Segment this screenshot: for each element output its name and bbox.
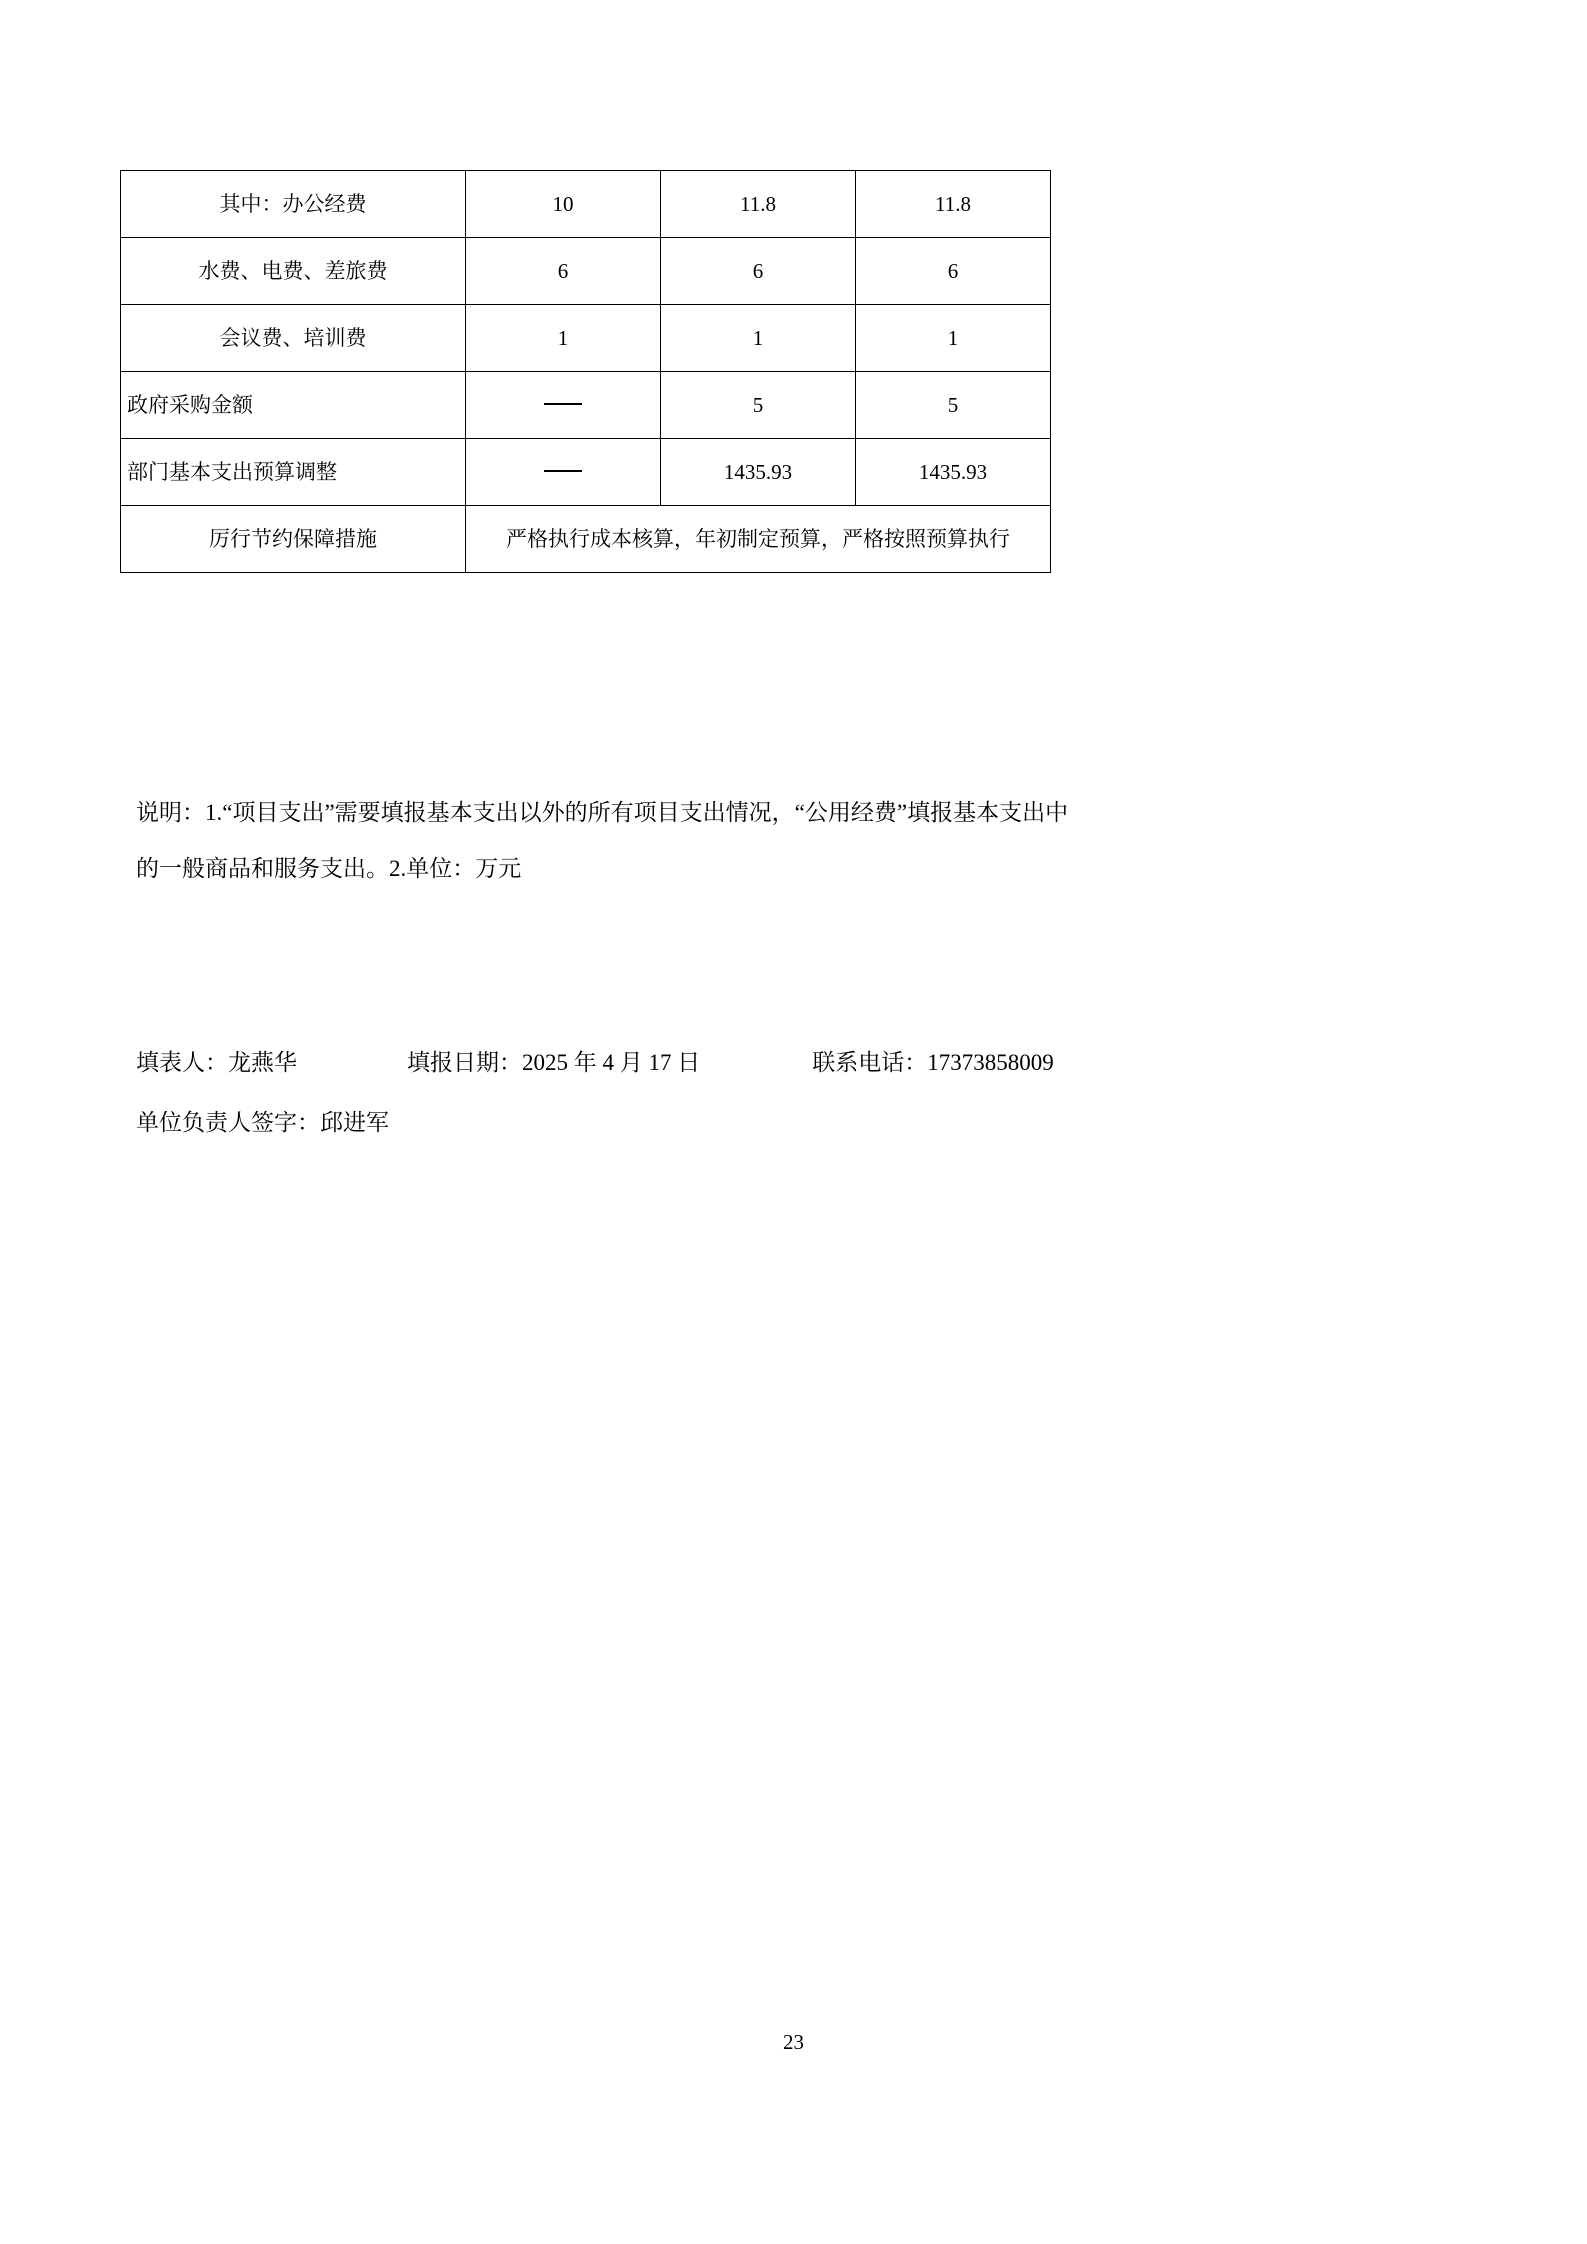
report-date-label: 填报日期：: [407, 1050, 522, 1075]
budget-table-container: [120, 170, 1010, 573]
report-date-value: 2025 年 4 月 17 日: [522, 1050, 701, 1075]
contact-phone-value: 17373858009: [927, 1050, 1054, 1075]
row-value-budget: 6: [466, 238, 661, 305]
budget-table-body: [121, 171, 1051, 573]
row-value-actual: 11.8: [856, 171, 1051, 238]
row-label: 厉行节约保障措施: [121, 506, 466, 573]
row-value-adjusted: 5: [661, 372, 856, 439]
table-row: [121, 439, 1051, 506]
contact-phone-field: [812, 1035, 1054, 1091]
row-value-budget: [466, 372, 661, 439]
row-label: 水费、电费、差旅费: [121, 238, 466, 305]
em-dash-placeholder: [544, 470, 582, 472]
row-value-adjusted: 6: [661, 238, 856, 305]
note-line-1: 说明：1.“项目支出”需要填报基本支出以外的所有项目支出情况，“公用经费”填报基本支出中: [136, 800, 1069, 825]
signature-row-leader: [136, 1095, 1476, 1151]
row-value-adjusted: 11.8: [661, 171, 856, 238]
row-value-measures: 严格执行成本核算，年初制定预算，严格按照预算执行: [466, 506, 1051, 573]
table-row: [121, 372, 1051, 439]
contact-phone-label: 联系电话：: [812, 1050, 928, 1075]
report-date-field: [407, 1035, 700, 1091]
row-label: 部门基本支出预算调整: [121, 439, 466, 506]
row-value-adjusted: 1435.93: [661, 439, 856, 506]
row-value-budget: [466, 439, 661, 506]
preparer-name: 龙燕华: [228, 1050, 297, 1075]
explanatory-note: [136, 785, 1456, 897]
preparer-field: [136, 1035, 297, 1091]
leader-signature-name: 邱进军: [320, 1110, 389, 1135]
row-value-actual: 5: [856, 372, 1051, 439]
row-value-actual: 1: [856, 305, 1051, 372]
row-value-adjusted: 1: [661, 305, 856, 372]
row-value-actual: 1435.93: [856, 439, 1051, 506]
budget-table: [120, 170, 1051, 573]
signature-row-primary: [136, 1035, 1476, 1091]
row-label: 政府采购金额: [121, 372, 466, 439]
table-row: [121, 305, 1051, 372]
row-value-budget: 10: [466, 171, 661, 238]
note-line-2: 的一般商品和服务支出。2.单位：万元: [136, 856, 522, 881]
row-label: 会议费、培训费: [121, 305, 466, 372]
em-dash-placeholder: [544, 403, 582, 405]
table-row: [121, 171, 1051, 238]
table-row: [121, 506, 1051, 573]
leader-signature-label: 单位负责人签字：: [136, 1110, 320, 1135]
page-number: 23: [783, 2030, 804, 2054]
preparer-label: 填表人：: [136, 1050, 228, 1075]
table-row: [121, 238, 1051, 305]
row-value-actual: 6: [856, 238, 1051, 305]
row-label: 其中：办公经费: [121, 171, 466, 238]
row-value-budget: 1: [466, 305, 661, 372]
signature-block: [136, 1035, 1476, 1151]
